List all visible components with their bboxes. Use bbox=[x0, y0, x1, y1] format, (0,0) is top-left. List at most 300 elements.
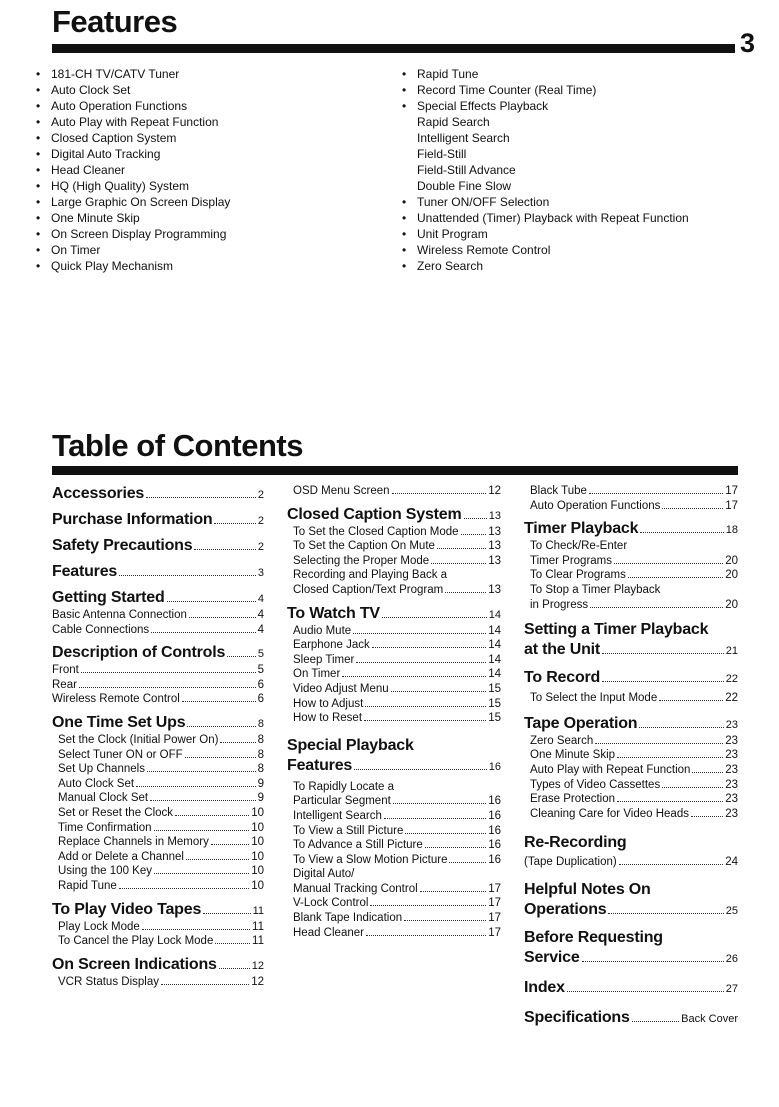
toc-title: Set Up Channels bbox=[58, 763, 145, 776]
toc-leader bbox=[81, 672, 256, 673]
toc-page: 4 bbox=[257, 609, 264, 621]
toc-section bbox=[524, 948, 738, 968]
toc-subentry bbox=[52, 864, 264, 879]
toc-leader bbox=[356, 662, 486, 663]
toc-section bbox=[524, 640, 738, 660]
toc-page: 17 bbox=[488, 912, 501, 925]
toc-title: To Record bbox=[524, 669, 601, 687]
toc-page: 8 bbox=[257, 748, 264, 761]
toc-leader bbox=[602, 681, 724, 682]
toc-page: 16 bbox=[488, 760, 501, 773]
toc-leader bbox=[632, 1021, 679, 1022]
toc-subentry bbox=[293, 583, 501, 598]
toc-leader bbox=[692, 772, 723, 773]
toc-subentry-multiline bbox=[287, 568, 501, 597]
toc-leader bbox=[628, 577, 723, 578]
toc-subentry bbox=[287, 896, 501, 911]
feature-item: • Zero Search bbox=[402, 258, 762, 274]
toc-leader bbox=[662, 787, 723, 788]
toc-leader bbox=[595, 743, 723, 744]
toc-leader bbox=[150, 800, 255, 801]
toc-subentry bbox=[287, 824, 501, 839]
toc-leader bbox=[691, 816, 723, 817]
toc-page: 13 bbox=[488, 540, 501, 553]
toc-subentry-multiline bbox=[524, 539, 738, 568]
feature-subitem: Intelligent Search bbox=[417, 131, 510, 145]
toc-page: 8 bbox=[257, 717, 264, 730]
toc-subentry bbox=[524, 568, 738, 583]
toc-section-multiline bbox=[524, 620, 738, 660]
toc-subentry bbox=[287, 853, 501, 868]
toc-leader bbox=[79, 687, 256, 688]
toc-section bbox=[524, 519, 738, 539]
toc-subentry bbox=[287, 809, 501, 824]
toc-page: 24 bbox=[725, 856, 738, 869]
toc-title: Accessories bbox=[52, 485, 145, 502]
toc-page: 26 bbox=[725, 952, 738, 965]
toc-title: Video Adjust Menu bbox=[293, 682, 389, 695]
toc-page: 10 bbox=[251, 865, 264, 878]
toc-page: 6 bbox=[257, 678, 264, 691]
toc-subentry bbox=[530, 598, 738, 613]
toc-page: 10 bbox=[251, 879, 264, 892]
toc-leader bbox=[382, 617, 487, 618]
toc-subentry bbox=[524, 748, 738, 763]
toc-title: Purchase Information bbox=[52, 511, 213, 528]
toc-leader bbox=[639, 727, 723, 728]
toc-title: VCR Status Display bbox=[58, 975, 159, 988]
feature-subitem: Field-Still Advance bbox=[417, 163, 516, 177]
toc-section-multiline bbox=[524, 880, 738, 920]
toc-subentry bbox=[524, 855, 738, 870]
toc-section bbox=[524, 978, 738, 998]
toc-leader bbox=[136, 786, 256, 787]
toc-page: 2 bbox=[257, 541, 264, 553]
feature-item: • Rapid Tune bbox=[402, 66, 762, 82]
toc-leader bbox=[464, 518, 487, 519]
feature-subitem: Field-Still bbox=[417, 147, 467, 161]
toc-title: Features bbox=[52, 563, 118, 580]
toc-title: To View a Still Picture bbox=[293, 824, 404, 837]
toc-leader bbox=[449, 862, 486, 863]
features-rule bbox=[52, 44, 735, 53]
toc-leader bbox=[154, 873, 249, 874]
toc-leader bbox=[154, 830, 250, 831]
toc-page: 16 bbox=[488, 853, 501, 866]
toc-title: Select Tuner ON or OFF bbox=[58, 748, 183, 761]
toc-subentry bbox=[287, 638, 501, 653]
toc-title-line: Re-Recording bbox=[524, 834, 627, 852]
toc-title: Auto Clock Set bbox=[58, 777, 135, 790]
feature-item: • 181-CH TV/CATV Tuner bbox=[36, 66, 356, 82]
toc-page: 3 bbox=[257, 567, 264, 579]
toc-subentry bbox=[52, 850, 264, 865]
toc-title: Features bbox=[287, 756, 353, 774]
toc-section bbox=[287, 505, 501, 525]
toc-page: 10 bbox=[251, 836, 264, 849]
toc-page: 9 bbox=[257, 792, 264, 805]
toc-page: 8 bbox=[257, 733, 264, 746]
toc-leader bbox=[391, 691, 487, 692]
toc-page: 21 bbox=[725, 645, 738, 658]
toc-leader bbox=[215, 943, 250, 944]
feature-item: • Unattended (Timer) Playback with Repeat Function bbox=[402, 210, 762, 226]
toc-title: Erase Protection bbox=[530, 793, 616, 806]
toc-subentry bbox=[52, 879, 264, 894]
toc-title: Play Lock Mode bbox=[58, 920, 140, 933]
toc-leader bbox=[393, 803, 486, 804]
toc-title: Time Confirmation bbox=[58, 821, 152, 834]
toc-title-line: Digital Auto/ bbox=[293, 868, 355, 881]
toc-page: 23 bbox=[725, 793, 738, 806]
toc-subentry bbox=[287, 838, 501, 853]
toc-subentry bbox=[287, 667, 501, 682]
toc-page: 22 bbox=[725, 673, 738, 686]
toc-leader bbox=[185, 757, 256, 758]
toc-leader bbox=[161, 984, 249, 985]
toc-section bbox=[52, 562, 264, 582]
toc-leader bbox=[392, 493, 487, 494]
toc-page: 2 bbox=[257, 489, 264, 501]
toc-page: 23 bbox=[725, 749, 738, 762]
toc-subentry bbox=[52, 608, 264, 623]
toc-page: 5 bbox=[257, 648, 264, 661]
toc-subentry bbox=[52, 663, 264, 678]
toc-page: 20 bbox=[725, 569, 738, 582]
feature-item: • Unit Program bbox=[402, 226, 762, 242]
toc-subentry bbox=[524, 807, 738, 822]
toc-page: 14 bbox=[488, 624, 501, 637]
toc-title: Intelligent Search bbox=[293, 809, 382, 822]
toc-subentry bbox=[524, 734, 738, 749]
toc-title-line: Special Playback bbox=[287, 736, 414, 754]
toc-title: Selecting the Proper Mode bbox=[293, 554, 430, 567]
toc-leader bbox=[187, 726, 255, 727]
toc-page: 9 bbox=[257, 777, 264, 790]
feature-item: • Large Graphic On Screen Display bbox=[36, 194, 356, 210]
toc-subentry bbox=[52, 623, 264, 638]
toc-leader bbox=[366, 935, 486, 936]
toc-leader bbox=[461, 534, 487, 535]
toc-page: 16 bbox=[488, 824, 501, 837]
toc-page: 16 bbox=[488, 795, 501, 808]
features-list-right bbox=[402, 66, 762, 274]
toc-leader bbox=[214, 523, 255, 524]
toc-subentry bbox=[52, 934, 264, 949]
features-heading: Features bbox=[52, 4, 178, 39]
toc-title: Earphone Jack bbox=[293, 639, 370, 652]
toc-page: 4 bbox=[257, 623, 264, 636]
toc-leader bbox=[142, 929, 250, 930]
toc-title: Replace Channels in Memory bbox=[58, 836, 209, 849]
toc-page: 15 bbox=[488, 712, 501, 725]
toc-leader bbox=[662, 508, 723, 509]
toc-page: 17 bbox=[488, 897, 501, 910]
toc-page: 27 bbox=[725, 982, 738, 995]
toc-section bbox=[52, 900, 264, 920]
toc-subentry bbox=[52, 791, 264, 806]
toc-leader bbox=[354, 769, 487, 770]
toc-title: One Minute Skip bbox=[530, 749, 616, 762]
toc-title: How to Adjust bbox=[293, 697, 364, 710]
feature-item: • HQ (High Quality) System bbox=[36, 178, 356, 194]
toc-page: 15 bbox=[488, 697, 501, 710]
toc-subentry bbox=[524, 763, 738, 778]
toc-title: How to Reset bbox=[293, 712, 363, 725]
toc-title-line: Setting a Timer Playback bbox=[524, 621, 709, 639]
toc-page: 5 bbox=[257, 664, 264, 677]
toc-leader bbox=[640, 532, 723, 533]
toc-subentry bbox=[52, 777, 264, 792]
toc-subentry bbox=[524, 792, 738, 807]
toc-page: 23 bbox=[725, 734, 738, 747]
toc-title-line: Recording and Playing Back a bbox=[293, 569, 448, 582]
toc-title: To Clear Programs bbox=[530, 569, 626, 582]
toc-leader bbox=[608, 913, 723, 914]
toc-page: 13 bbox=[488, 509, 501, 522]
toc-leader bbox=[353, 633, 486, 634]
toc-section bbox=[52, 510, 264, 530]
toc-title: Blank Tape Indication bbox=[293, 912, 403, 925]
toc-subentry bbox=[287, 554, 501, 569]
toc-section bbox=[287, 604, 501, 624]
toc-leader bbox=[365, 706, 486, 707]
toc-leader bbox=[405, 833, 486, 834]
toc-subentry bbox=[287, 911, 501, 926]
toc-leader bbox=[227, 656, 256, 657]
toc-title-line: To Check/Re-Enter bbox=[530, 540, 628, 553]
toc-leader bbox=[372, 647, 486, 648]
toc-subentry-multiline bbox=[524, 583, 738, 612]
feature-item: • On Screen Display Programming bbox=[36, 226, 356, 242]
toc-section bbox=[524, 900, 738, 920]
toc-title: Types of Video Cassettes bbox=[530, 778, 661, 791]
toc-page: 11 bbox=[252, 935, 264, 948]
toc-page: 25 bbox=[725, 904, 738, 917]
toc-title-line: Before Requesting bbox=[524, 928, 663, 946]
toc-title: in Progress bbox=[530, 598, 589, 611]
toc-page: 13 bbox=[488, 583, 501, 596]
toc-page: 20 bbox=[725, 598, 738, 611]
toc-subentry bbox=[287, 682, 501, 697]
toc-leader bbox=[590, 607, 723, 608]
feature-item: • Digital Auto Tracking bbox=[36, 146, 356, 162]
toc-section bbox=[287, 756, 501, 776]
toc-page: 13 bbox=[488, 554, 501, 567]
toc-title: Manual Clock Set bbox=[58, 792, 149, 805]
toc-page: 23 bbox=[725, 763, 738, 776]
toc-column-2 bbox=[287, 484, 501, 940]
toc-leader bbox=[617, 757, 723, 758]
toc-page: 17 bbox=[725, 499, 738, 512]
toc-page: 14 bbox=[488, 668, 501, 681]
toc-section bbox=[52, 713, 264, 733]
toc-subentry bbox=[287, 711, 501, 726]
toc-leader bbox=[167, 601, 256, 602]
toc-subentry bbox=[524, 484, 738, 499]
toc-page: 17 bbox=[488, 926, 501, 939]
toc-title: Sleep Timer bbox=[293, 653, 355, 666]
toc-title: Rear bbox=[52, 678, 77, 691]
toc-subentry-multiline bbox=[287, 780, 501, 809]
toc-title: To Set the Closed Caption Mode bbox=[293, 525, 459, 538]
toc-leader bbox=[219, 968, 250, 969]
toc-leader bbox=[364, 720, 486, 721]
toc-page: Back Cover bbox=[681, 1012, 738, 1025]
toc-leader bbox=[147, 771, 256, 772]
toc-title: To Select the Input Mode bbox=[530, 692, 658, 705]
toc-subentry bbox=[52, 762, 264, 777]
toc-title: On Timer bbox=[293, 668, 341, 681]
toc-title: To Cancel the Play Lock Mode bbox=[58, 935, 214, 948]
toc-title: One Time Set Ups bbox=[52, 713, 186, 731]
toc-subentry bbox=[52, 920, 264, 935]
toc-subentry-multiline bbox=[287, 867, 501, 896]
toc-page: 13 bbox=[488, 525, 501, 538]
toc-leader bbox=[342, 676, 486, 677]
toc-page: 6 bbox=[257, 693, 264, 706]
toc-title: Service bbox=[524, 948, 580, 966]
toc-subentry bbox=[52, 806, 264, 821]
toc-title: Tape Operation bbox=[524, 714, 638, 732]
toc-subentry bbox=[524, 691, 738, 706]
toc-page: 11 bbox=[252, 904, 264, 917]
toc-page: 4 bbox=[257, 593, 264, 605]
toc-page: 12 bbox=[251, 959, 264, 972]
feature-item: • Closed Caption System bbox=[36, 130, 356, 146]
toc-page: 2 bbox=[257, 515, 264, 527]
toc-title: at the Unit bbox=[524, 641, 601, 659]
toc-subentry bbox=[52, 835, 264, 850]
toc-section bbox=[524, 714, 738, 734]
toc-section bbox=[52, 484, 264, 504]
toc-leader bbox=[151, 632, 255, 633]
feature-item: • Auto Operation Functions bbox=[36, 98, 356, 114]
toc-leader bbox=[211, 844, 249, 845]
toc-leader bbox=[175, 815, 249, 816]
toc-title: Specifications bbox=[524, 1008, 630, 1026]
toc-subentry bbox=[293, 882, 501, 897]
toc-title: Auto Play with Repeat Function bbox=[530, 763, 691, 776]
toc-title-line: To Stop a Timer Playback bbox=[530, 583, 661, 596]
toc-section bbox=[524, 668, 738, 688]
toc-subentry bbox=[524, 499, 738, 514]
toc-leader bbox=[384, 818, 486, 819]
toc-page: 16 bbox=[488, 809, 501, 822]
toc-page: 12 bbox=[251, 975, 264, 988]
toc-title: (Tape Duplication) bbox=[524, 856, 617, 869]
toc-title: On Screen Indications bbox=[52, 955, 217, 973]
toc-leader bbox=[617, 801, 723, 802]
toc-title: Wireless Remote Control bbox=[52, 693, 180, 706]
feature-item: • Head Cleaner bbox=[36, 162, 356, 178]
toc-title: Getting Started bbox=[52, 589, 165, 606]
toc-leader bbox=[182, 701, 256, 702]
toc-subentry bbox=[287, 653, 501, 668]
toc-title: Set or Reset the Clock bbox=[58, 806, 174, 819]
toc-title: Closed Caption System bbox=[287, 505, 462, 523]
features-list-left bbox=[36, 66, 356, 274]
feature-item: • Auto Clock Set bbox=[36, 82, 356, 98]
toc-leader bbox=[220, 742, 255, 743]
toc-subentry bbox=[287, 484, 501, 499]
feature-item: • One Minute Skip bbox=[36, 210, 356, 226]
toc-leader bbox=[194, 549, 255, 550]
toc-leader bbox=[567, 991, 724, 992]
toc-title: Safety Precautions bbox=[52, 537, 193, 554]
toc-leader bbox=[582, 961, 724, 962]
toc-leader bbox=[189, 617, 256, 618]
toc-title: Head Cleaner bbox=[293, 926, 364, 939]
feature-subitem: Double Fine Slow bbox=[417, 179, 512, 193]
toc-subentry bbox=[52, 692, 264, 707]
page-number: 3 bbox=[740, 28, 756, 58]
toc-page: 14 bbox=[488, 639, 501, 652]
toc-column-3 bbox=[524, 484, 738, 1028]
toc-leader bbox=[619, 864, 724, 865]
feature-item: • Quick Play Mechanism bbox=[36, 258, 356, 274]
toc-subentry bbox=[287, 525, 501, 540]
toc-leader bbox=[602, 653, 724, 654]
toc-title: To Advance a Still Picture bbox=[293, 839, 423, 852]
feature-item: • Tuner ON/OFF Selection bbox=[402, 194, 762, 210]
toc-title-line: To Rapidly Locate a bbox=[293, 780, 395, 793]
toc-leader bbox=[370, 905, 486, 906]
toc-title: Timer Programs bbox=[530, 554, 612, 567]
toc-subentry bbox=[524, 778, 738, 793]
toc-title: To Play Video Tapes bbox=[52, 900, 202, 918]
toc-page: 23 bbox=[725, 778, 738, 791]
toc-title: Cable Connections bbox=[52, 623, 150, 636]
toc-title: Particular Segment bbox=[293, 795, 391, 808]
toc-leader bbox=[119, 888, 249, 889]
toc-leader bbox=[589, 493, 723, 494]
toc-title: Add or Delete a Channel bbox=[58, 850, 184, 863]
feature-item: • Wireless Remote Control bbox=[402, 242, 762, 258]
toc-subentry bbox=[287, 539, 501, 554]
toc-page: 14 bbox=[488, 653, 501, 666]
toc-page: 8 bbox=[257, 763, 264, 776]
feature-item: • Auto Play with Repeat Function bbox=[36, 114, 356, 130]
toc-section-multiline bbox=[287, 736, 501, 776]
toc-subentry bbox=[287, 624, 501, 639]
toc-page: 10 bbox=[251, 850, 264, 863]
toc-title: Rapid Tune bbox=[58, 879, 117, 892]
toc-page: 23 bbox=[725, 718, 738, 731]
toc-leader bbox=[203, 913, 250, 914]
toc-subentry bbox=[287, 697, 501, 712]
toc-leader bbox=[659, 700, 723, 701]
toc-subentry bbox=[52, 678, 264, 693]
toc-subentry bbox=[52, 821, 264, 836]
toc-subentry bbox=[530, 554, 738, 569]
toc-leader bbox=[146, 497, 256, 498]
toc-title: Description of Controls bbox=[52, 644, 226, 662]
toc-section bbox=[52, 643, 264, 663]
toc-title: Closed Caption/Text Program bbox=[293, 583, 444, 596]
toc-leader bbox=[437, 548, 486, 549]
toc-page: 10 bbox=[251, 821, 264, 834]
toc-heading: Table of Contents bbox=[52, 428, 303, 463]
toc-subentry bbox=[293, 794, 501, 809]
toc-page: 17 bbox=[488, 882, 501, 895]
toc-page: 23 bbox=[725, 807, 738, 820]
toc-title: Using the 100 Key bbox=[58, 865, 152, 878]
toc-page: 12 bbox=[488, 485, 501, 497]
toc-subentry bbox=[52, 748, 264, 763]
toc-column-1 bbox=[52, 484, 264, 989]
toc-title-line: Helpful Notes On bbox=[524, 880, 651, 898]
